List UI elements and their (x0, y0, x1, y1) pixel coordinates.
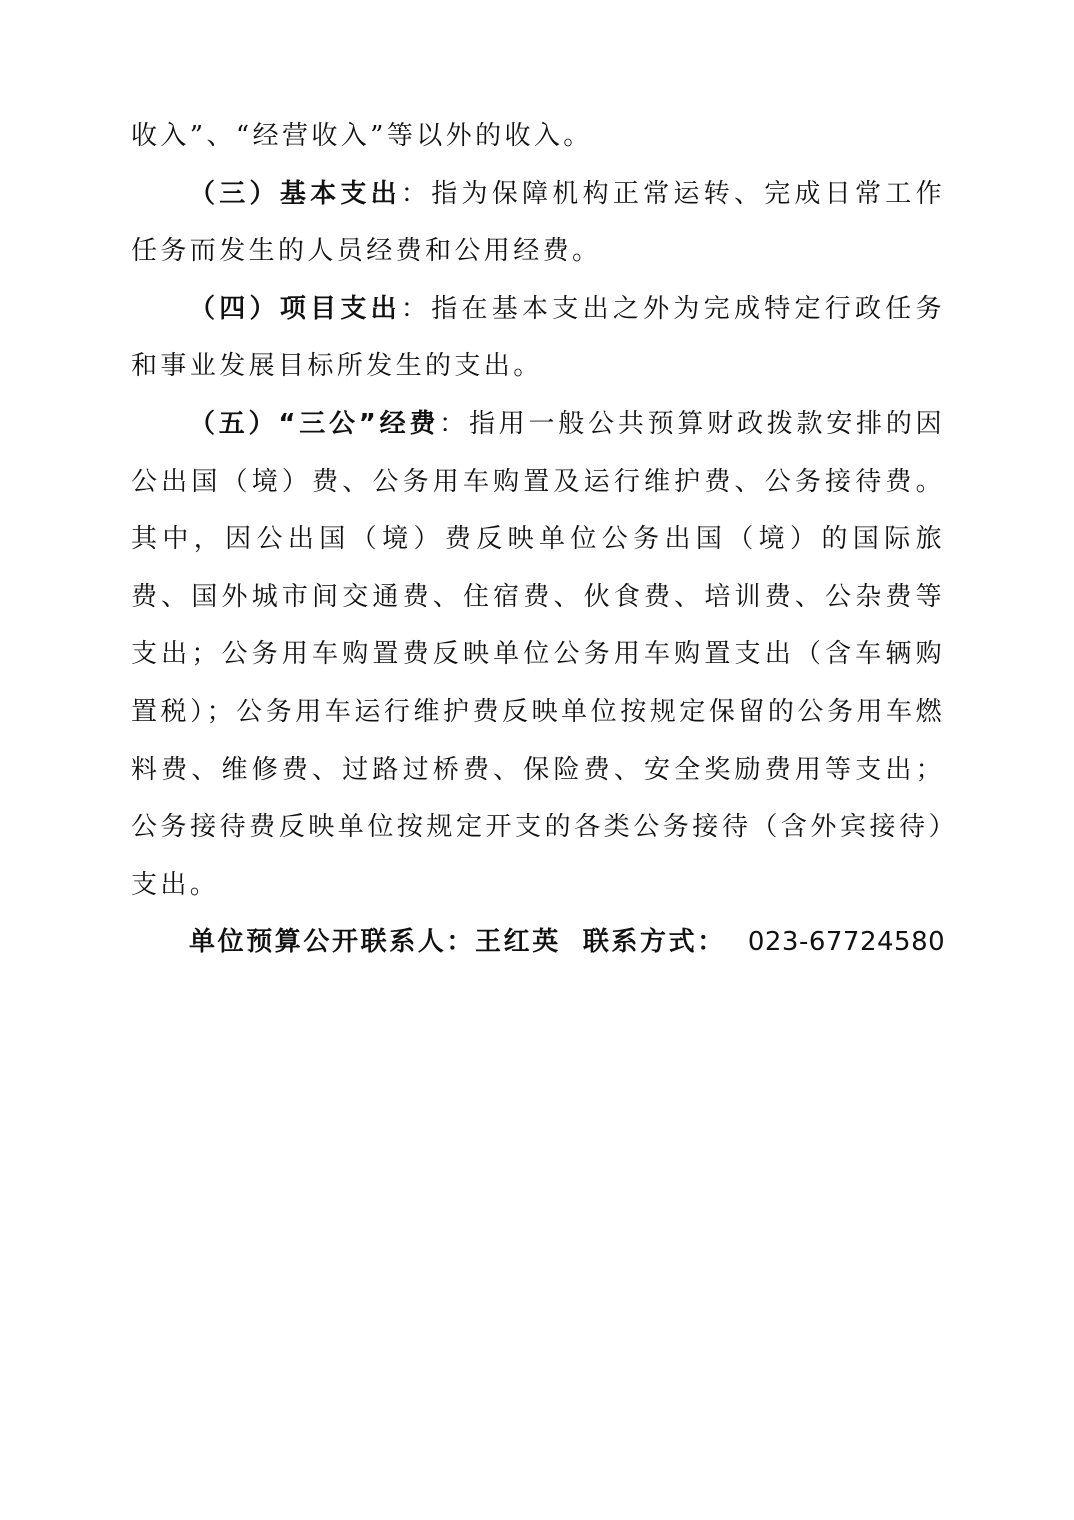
paragraph-project-expense (131, 281, 945, 396)
paragraph-three-public-expense (131, 396, 945, 914)
definition-project-expense: 指在基本支出之外为完成特定行政任务和事业发展目标所发生的支出。 (131, 293, 945, 382)
term-three-public-expense: （五）“三公”经费 (189, 408, 440, 439)
paragraph-income-continuation: 收入”、“经营收入”等以外的收入。 (131, 121, 593, 151)
definition-three-public-expense: 指用一般公共预算财政拨款安排的因公出国（境）费、公务用车购置及运行维护费、公务接待费。其中，因公出国（境）费反映单位公务出国（境）的国际旅费、国外城市间交通费、住宿费、伙食费、培训费、公杂费等支出；公务用车购置费反映单位公务用车购置支出（含车辆购置税）；公务用车运行维护费反映单位按规定保留的公务用车燃料费、维修费、过路过桥费、保险费、安全奖励费用等支出；公务接待费反映单位按规定开支的各类公务接待（含外宾接待）支出。 (131, 408, 945, 900)
document-body (131, 108, 945, 972)
term-colon: ： (400, 293, 432, 324)
paragraph-basic-expense (131, 166, 945, 281)
contact-person-name: 王红英 (475, 927, 561, 958)
term-colon: ： (400, 178, 432, 209)
term-project-expense: （四）项目支出 (189, 293, 401, 324)
contact-line (131, 914, 945, 972)
term-basic-expense: （三）基本支出 (189, 178, 401, 209)
contact-method-label: 联系方式： (582, 927, 726, 958)
contact-phone: 023-67724580 (747, 927, 946, 958)
definition-basic-expense: 指为保障机构正常运转、完成日常工作任务而发生的人员经费和公用经费。 (131, 178, 945, 267)
term-colon: ： (439, 408, 469, 439)
contact-person-label: 单位预算公开联系人： (189, 927, 476, 958)
